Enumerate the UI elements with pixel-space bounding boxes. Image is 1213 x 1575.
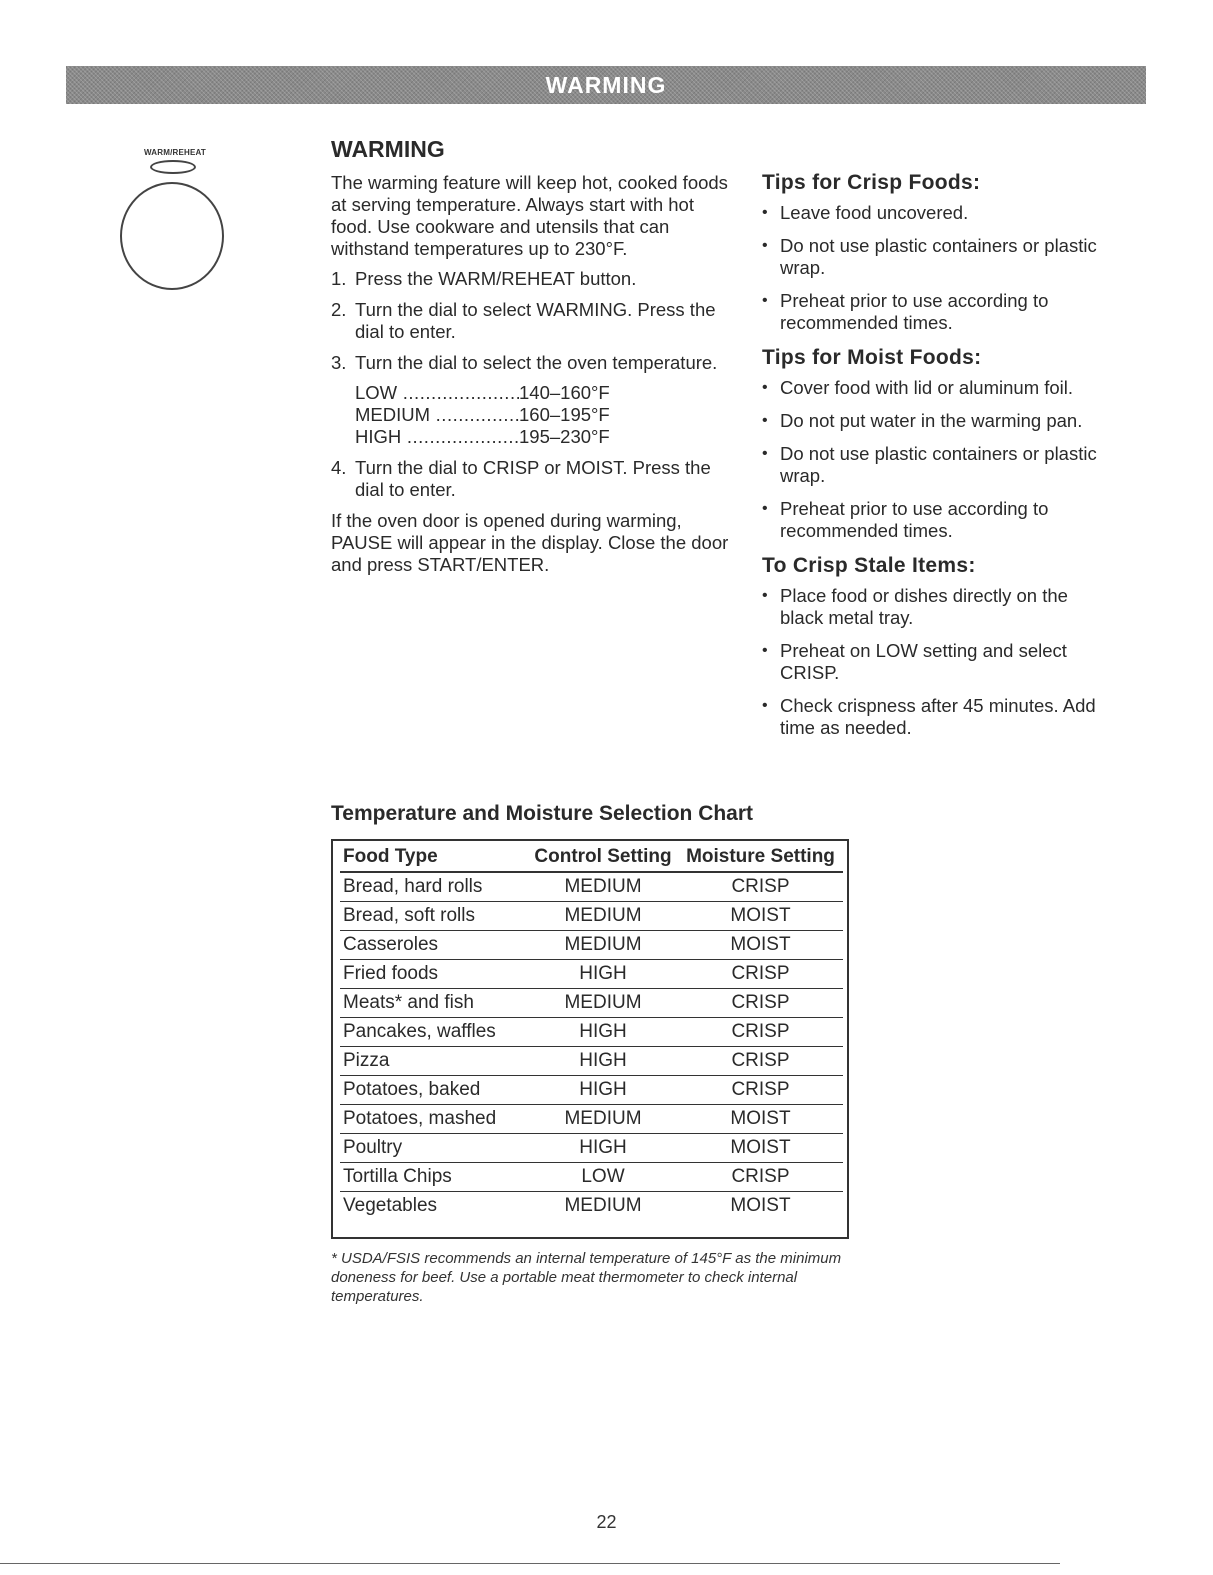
list-item: • Cover food with lid or aluminum foil. — [762, 377, 1074, 398]
step-3 — [331, 352, 731, 448]
temp-name: LOW ..... — [355, 382, 519, 404]
selection-chart — [331, 839, 849, 1239]
table-row — [340, 1018, 843, 1047]
table-cell: HIGH — [528, 1047, 678, 1076]
table-cell: MEDIUM — [528, 1105, 678, 1134]
list-item: • Check crispness after 45 minutes. Add time as needed. — [762, 695, 1096, 738]
step-number: 2. — [331, 299, 347, 320]
list-item-text: Preheat prior to use according to recommended times. — [780, 290, 1049, 333]
temp-name: MEDIUM ..... — [355, 404, 519, 426]
table-row — [340, 931, 843, 960]
table-header-row — [340, 843, 843, 872]
moist-tips-heading: Tips for Moist Foods: — [762, 346, 982, 369]
list-item-text: Do not put water in the warming pan. — [780, 410, 1083, 431]
table-cell: CRISP — [678, 1018, 843, 1047]
table-row — [340, 872, 843, 902]
crisp-tips-list — [762, 202, 1112, 334]
temp-row-medium — [355, 404, 731, 426]
closing-paragraph: If the oven door is opened during warming, PAUSE will appear in the display. Close the door and press START/ENTER. — [331, 510, 729, 575]
temp-range: 140–160°F — [519, 382, 610, 403]
step-4 — [331, 457, 731, 501]
list-item-text: Leave food uncovered. — [780, 202, 969, 223]
table-row — [340, 1134, 843, 1163]
step-2 — [331, 299, 731, 343]
temp-range: 160–195°F — [519, 404, 610, 425]
list-item: • Do not put water in the warming pan. — [762, 410, 1083, 431]
table-row — [340, 902, 843, 931]
list-item-text: Check crispness after 45 minutes. Add time as needed. — [780, 695, 1096, 738]
table-row — [340, 1163, 843, 1192]
step-number: 3. — [331, 352, 347, 373]
step-1 — [331, 268, 731, 290]
stale-tips-heading: To Crisp Stale Items: — [762, 554, 976, 577]
table-cell: MOIST — [678, 902, 843, 931]
table-cell: Poultry — [340, 1134, 528, 1163]
tips-column — [762, 170, 1112, 750]
section-banner — [66, 66, 1146, 104]
table-cell: MOIST — [678, 1105, 843, 1134]
banner-title: WARMING — [545, 71, 667, 98]
table-body — [340, 872, 843, 1220]
stale-tips-list — [762, 585, 1112, 739]
warming-instructions — [331, 134, 731, 584]
table-row — [340, 1047, 843, 1076]
table-cell: HIGH — [528, 1134, 678, 1163]
list-item-text: Do not use plastic containers or plastic wrap. — [780, 235, 1097, 278]
table-cell: HIGH — [528, 1076, 678, 1105]
list-item: • Preheat prior to use according to recommended times. — [762, 290, 1049, 333]
table-row — [340, 1192, 843, 1221]
table-cell: CRISP — [678, 1163, 843, 1192]
table-cell: Tortilla Chips — [340, 1163, 528, 1192]
list-item-text: Do not use plastic containers or plastic wrap. — [780, 443, 1097, 486]
table-cell: MEDIUM — [528, 989, 678, 1018]
section-heading: WARMING — [331, 136, 445, 162]
steps-list — [331, 268, 731, 501]
dial-icon — [120, 182, 224, 290]
step-text: Turn the dial to CRISP or MOIST. Press the dial to enter. — [355, 457, 711, 500]
table-cell: HIGH — [528, 960, 678, 989]
footnote: * USDA/FSIS recommends an internal temperature of 145°F as the minimum doneness for beef. Use a portable meat thermometer to check internal temperatures. — [331, 1250, 842, 1305]
table-cell: Meats* and fish — [340, 989, 528, 1018]
step-text: Turn the dial to select the oven temperature. — [355, 352, 718, 373]
list-item-text: Preheat on LOW setting and select CRISP. — [780, 640, 1067, 683]
list-item: • Do not use plastic containers or plastic wrap. — [762, 443, 1097, 486]
column-header: Control Setting — [528, 843, 678, 872]
table-row — [340, 989, 843, 1018]
list-item-text: Place food or dishes directly on the black metal tray. — [780, 585, 1068, 628]
temp-range: 195–230°F — [519, 426, 610, 447]
table-cell: Potatoes, mashed — [340, 1105, 528, 1134]
column-header: Food Type — [340, 843, 528, 872]
table-cell: MEDIUM — [564, 1195, 642, 1216]
step-number: 4. — [331, 457, 347, 478]
table-cell: Casseroles — [340, 931, 528, 960]
chart-title: Temperature and Moisture Selection Chart — [331, 802, 754, 825]
table-cell: Potatoes, baked — [340, 1076, 528, 1105]
table-cell: CRISP — [678, 1076, 843, 1105]
table-cell: Bread, hard rolls — [340, 872, 528, 902]
table-cell: Bread, soft rolls — [340, 902, 528, 931]
temp-name: HIGH ..... — [355, 426, 519, 448]
table-cell: Pancakes, waffles — [340, 1018, 528, 1047]
list-item: • Preheat prior to use according to recommended times. — [762, 498, 1049, 541]
table-cell: MEDIUM — [528, 931, 678, 960]
table-row — [340, 1105, 843, 1134]
table-cell: MEDIUM — [528, 872, 678, 902]
table-cell: MOIST — [678, 931, 843, 960]
temp-row-low — [355, 382, 731, 404]
list-item: • Leave food uncovered. — [762, 202, 969, 223]
list-item: • Preheat on LOW setting and select CRISP. — [762, 640, 1067, 683]
page-number: 22 — [596, 1512, 617, 1532]
list-item-text: Preheat prior to use according to recommended times. — [780, 498, 1049, 541]
intro-paragraph: The warming feature will keep hot, cooked foods at serving temperature. Always start with hot food. Use cookware and utensils that can withstand temperatures up to 230°F. — [331, 172, 728, 259]
table-cell: CRISP — [678, 989, 843, 1018]
table-cell: MOIST — [678, 1134, 843, 1163]
list-item: • Do not use plastic containers or plastic wrap. — [762, 235, 1097, 278]
selection-table — [340, 843, 843, 1220]
table-cell: CRISP — [678, 872, 843, 902]
step-text: Turn the dial to select WARMING. Press the dial to enter. — [355, 299, 716, 342]
table-cell: LOW — [528, 1163, 678, 1192]
table-row — [340, 960, 843, 989]
warm-reheat-button-icon — [150, 160, 196, 174]
temp-row-high — [355, 426, 731, 448]
moist-tips-list — [762, 377, 1112, 542]
crisp-tips-heading: Tips for Crisp Foods: — [762, 171, 981, 194]
warm-reheat-button-label: WARM/REHEAT — [143, 148, 207, 157]
table-cell: MOIST — [730, 1195, 791, 1216]
step-text: Press the WARM/REHEAT button. — [355, 268, 637, 289]
table-cell: Vegetables — [343, 1195, 438, 1216]
table-cell: Fried foods — [340, 960, 528, 989]
list-item-text: Cover food with lid or aluminum foil. — [780, 377, 1074, 398]
list-item: • Place food or dishes directly on the black metal tray. — [762, 585, 1068, 628]
table-cell: CRISP — [678, 960, 843, 989]
table-row — [340, 1076, 843, 1105]
table-cell: MEDIUM — [528, 902, 678, 931]
table-cell: HIGH — [528, 1018, 678, 1047]
table-cell: Pizza — [340, 1047, 528, 1076]
divider — [0, 1563, 1060, 1564]
temperature-list — [355, 382, 731, 448]
step-number: 1. — [331, 268, 347, 289]
table-cell: CRISP — [678, 1047, 843, 1076]
column-header: Moisture Setting — [678, 843, 843, 872]
